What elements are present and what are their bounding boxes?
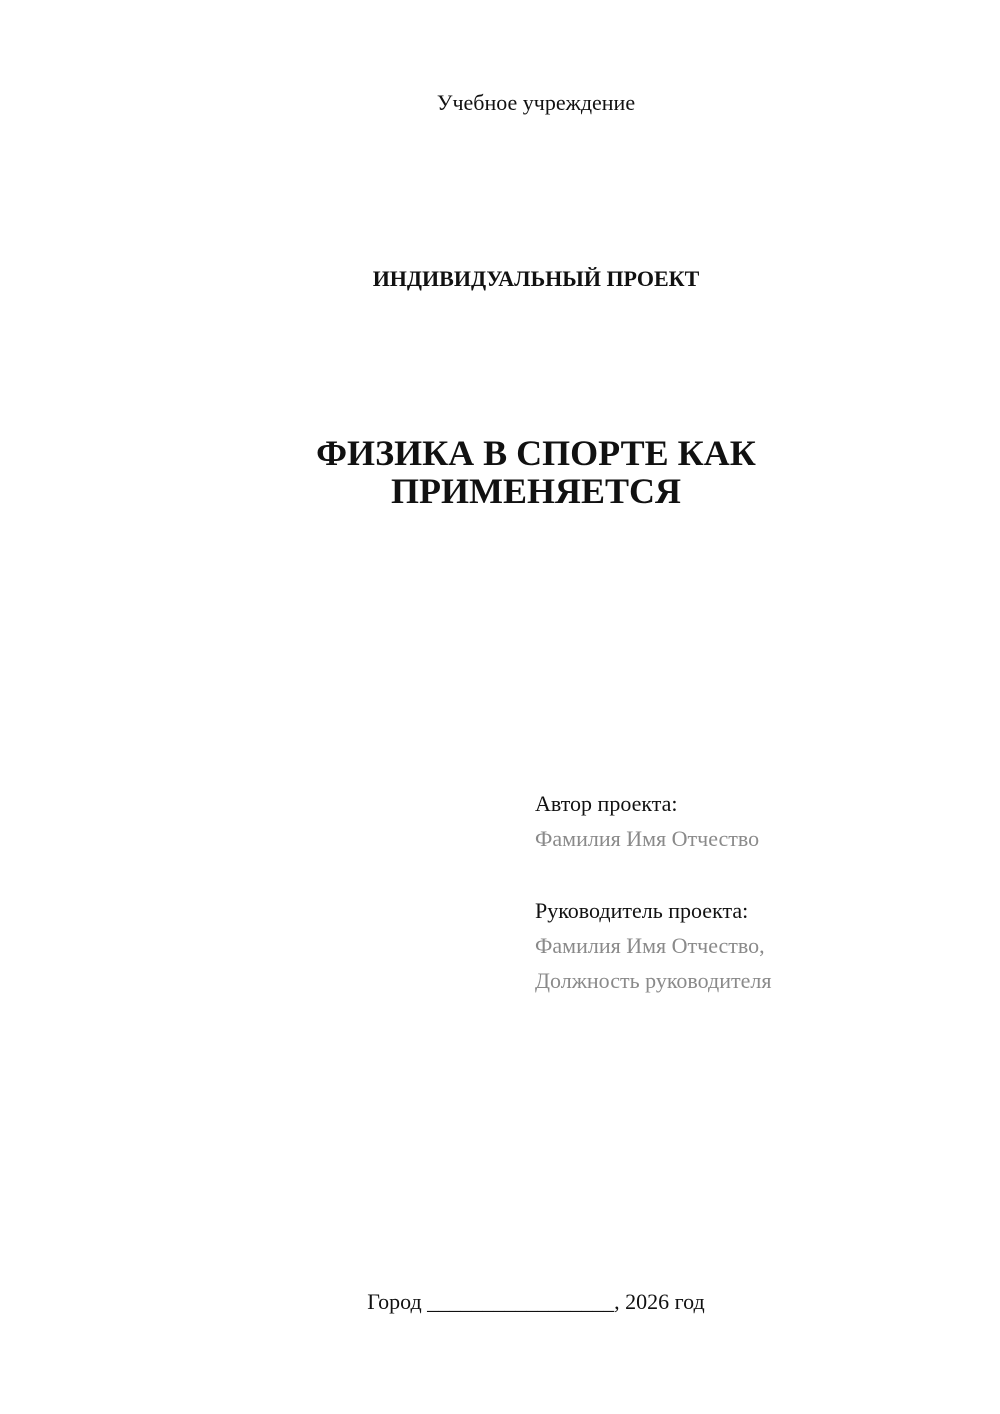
supervisor-name: Фамилия Имя Отчество, (535, 933, 765, 958)
author-name: Фамилия Имя Отчество (535, 826, 760, 851)
topic-line-2: ПРИМЕНЯЕТСЯ (390, 471, 681, 511)
author-label: Автор проекта: (535, 791, 678, 816)
supervisor-label: Руководитель проекта: (535, 898, 749, 923)
institution-name: Учебное учреждение (436, 90, 636, 115)
authors-spacer (535, 856, 975, 893)
supervisor-position: Должность руководителя (535, 968, 772, 993)
authors-block (535, 786, 975, 998)
project-type-heading: ИНДИВИДУАЛЬНЫЙ ПРОЕКТ (372, 266, 700, 291)
project-topic-title (0, 434, 1000, 510)
city-year-line: Город _________________, 2026 год (367, 1289, 705, 1314)
topic-line-1: ФИЗИКА В СПОРТЕ КАК (316, 433, 756, 473)
